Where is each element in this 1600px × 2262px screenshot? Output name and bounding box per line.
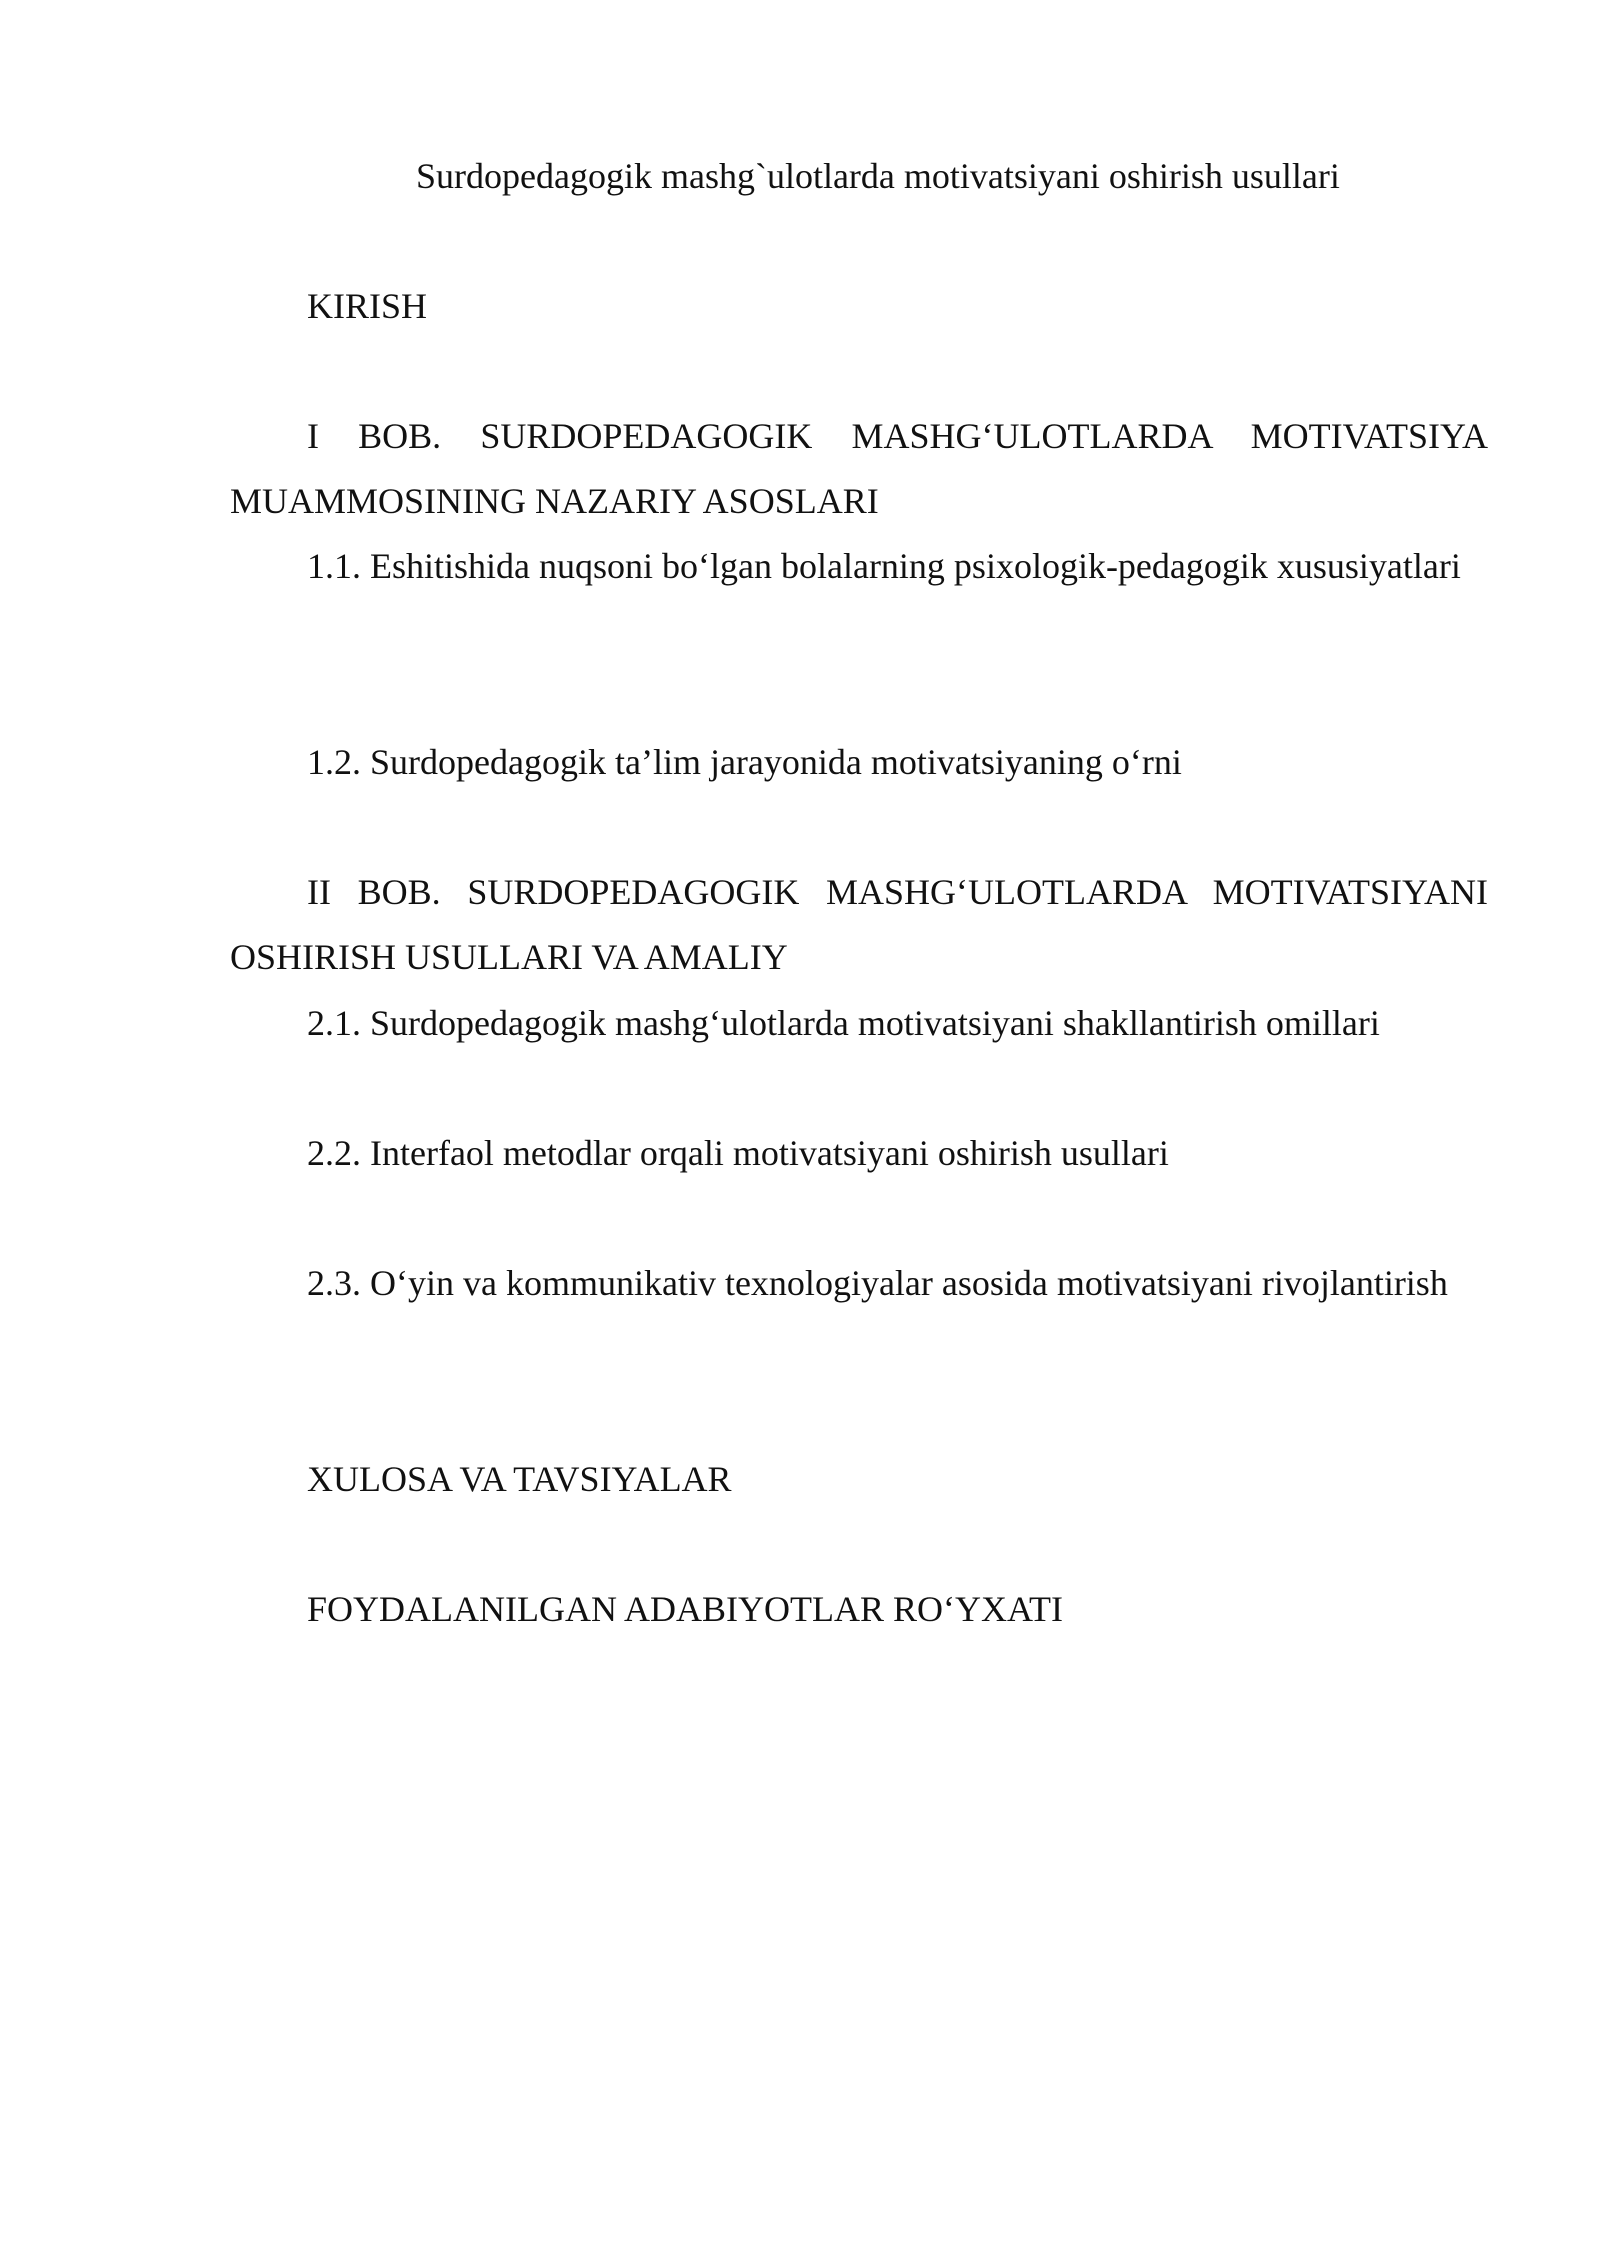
toc-entry-section-1-2: 1.2. Surdopedagogik ta’lim jarayonida motivatsiyaning o‘rni: [307, 742, 1182, 782]
toc-entry-references: FOYDALANILGAN ADABIYOTLAR RO‘YXATI: [307, 1589, 1063, 1629]
toc-entry-chapter-1: I BOB. SURDOPEDAGOGIK MASHG‘ULOTLARDA MOTIVATSIYA MUAMMOSINING NAZARIY ASOSLARI: [230, 416, 1488, 521]
toc-entry-section-2-3: 2.3. O‘yin va kommunikativ texnologiyalar asosida motivatsiyani rivojlantirish: [307, 1263, 1448, 1303]
toc-entry-section-2-2: 2.2. Interfaol metodlar orqali motivatsiyani oshirish usullari: [307, 1133, 1169, 1173]
toc-entry-section-1-1: 1.1. Eshitishida nuqsoni bo‘lgan bolalarning psixologik-pedagogik xususiyatlari: [307, 546, 1461, 586]
document-title: Surdopedagogik mashg`ulotlarda motivatsiyani oshirish usullari: [416, 156, 1340, 196]
toc-entry-conclusion: XULOSA VA TAVSIYALAR: [307, 1459, 732, 1499]
toc-entry-chapter-2: II BOB. SURDOPEDAGOGIK MASHG‘ULOTLARDA MOTIVATSIYANI OSHIRISH USULLARI VA AMALIY: [230, 872, 1488, 977]
toc-entry-introduction: KIRISH: [307, 286, 428, 326]
toc-entry-section-2-1: 2.1. Surdopedagogik mashg‘ulotlarda motivatsiyani shakllantirish omillari: [307, 1003, 1380, 1043]
